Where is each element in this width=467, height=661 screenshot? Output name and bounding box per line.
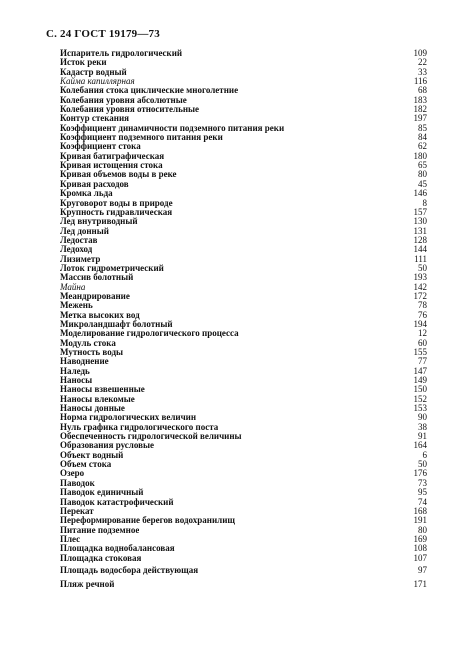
index-term: Коэффициент стока <box>60 142 141 152</box>
index-entry <box>60 348 427 357</box>
index-term: Исток реки <box>60 58 107 68</box>
index-entry <box>60 329 427 338</box>
index-page-number: 97 <box>418 564 427 575</box>
index-page-number: 111 <box>414 253 427 264</box>
index-term: Объем стока <box>60 460 112 470</box>
index-entry <box>60 367 427 376</box>
index-term: Лед внутриводный <box>60 217 138 227</box>
index-term: Паводок <box>60 478 95 488</box>
index-page-number: 153 <box>413 403 427 414</box>
index-term: Нуль графика гидрологического поста <box>60 422 219 432</box>
index-term: Питание подземное <box>60 525 140 535</box>
index-term: Пляж речной <box>60 580 115 590</box>
index-term: Объект водный <box>60 450 124 460</box>
index-term: Наносы донные <box>60 404 125 414</box>
index-entry <box>60 301 427 310</box>
index-entry <box>60 170 427 179</box>
index-entry <box>60 217 427 226</box>
index-page-number: 62 <box>418 141 427 152</box>
index-term: Образования русловые <box>60 441 155 451</box>
index-page-number: 12 <box>418 328 427 339</box>
index-entry <box>60 385 427 394</box>
index-entry <box>60 580 427 589</box>
index-page-number: 191 <box>413 515 427 526</box>
index-term: Кривая батиграфическая <box>60 151 165 161</box>
index-term: Кромка льда <box>60 189 113 199</box>
index-page-number: 74 <box>418 496 427 507</box>
index-page-number: 77 <box>418 356 427 367</box>
index-page-number: 80 <box>418 169 427 180</box>
index-entry <box>60 320 427 329</box>
index-entry <box>60 311 427 320</box>
index-entry <box>60 357 427 366</box>
index-entry <box>60 535 427 544</box>
index-term: Крупность гидравлическая <box>60 207 173 217</box>
index-term: Переформирование берегов водохранилищ <box>60 516 235 526</box>
index-term: Наносы взвешенные <box>60 385 145 395</box>
index-entry <box>60 460 427 469</box>
index-term: Кадастр водный <box>60 67 127 77</box>
index-term: Модуль стока <box>60 338 116 348</box>
index-term: Озеро <box>60 469 85 479</box>
index-term: Наносы <box>60 376 93 386</box>
index-entry <box>60 264 427 273</box>
index-entry <box>60 133 427 142</box>
index-entry <box>60 376 427 385</box>
index-page-number: 8 <box>422 197 427 208</box>
index-page-number: 180 <box>413 150 427 161</box>
index-page-number: 90 <box>418 412 427 423</box>
index-term: Площадь водосбора действующая <box>60 565 199 575</box>
index-term: Перекат <box>60 506 94 516</box>
index-term: Наледь <box>60 366 90 376</box>
index-entry <box>60 479 427 488</box>
index-term: Лед донный <box>60 226 109 236</box>
index-page-number: 78 <box>418 300 427 311</box>
index-term: Ледостав <box>60 235 98 245</box>
index-term: Норма гидрологических величин <box>60 413 197 423</box>
index-entry <box>60 180 427 189</box>
index-page-number: 116 <box>413 76 427 87</box>
index-page-number: 84 <box>418 132 427 143</box>
index-entry <box>60 227 427 236</box>
index-entry <box>60 86 427 95</box>
index-entry <box>60 339 427 348</box>
index-page-number: 142 <box>413 281 427 292</box>
index-page-number: 45 <box>418 178 427 189</box>
index-entry <box>60 566 427 575</box>
index-page-number: 65 <box>418 160 427 171</box>
index-entry <box>60 526 427 535</box>
index-page-number: 33 <box>418 66 427 77</box>
index-page-number: 172 <box>413 290 427 301</box>
index-term: Мутность воды <box>60 348 124 357</box>
index-page-number: 171 <box>413 579 427 590</box>
index-page-number: 108 <box>413 543 427 554</box>
index-entry <box>60 283 427 292</box>
index-entry <box>60 49 427 58</box>
index-entry <box>60 124 427 133</box>
index-entry <box>60 516 427 525</box>
index-term: Обеспеченность гидрологической величины <box>60 432 242 442</box>
index-entry <box>60 114 427 123</box>
index-page-number: 182 <box>413 104 427 115</box>
index-term: Плес <box>60 534 81 544</box>
index-entry <box>60 236 427 245</box>
index-page-number: 149 <box>413 375 427 386</box>
index-term: Колебания стока циклические многолетние <box>60 86 239 96</box>
index-page-number: 197 <box>413 113 427 124</box>
index-page-number: 176 <box>413 468 427 479</box>
index-page-number: 95 <box>418 487 427 498</box>
index-entry <box>60 451 427 460</box>
index-term: Кривая объемов воды в реке <box>60 170 177 180</box>
index-term: Паводок единичный <box>60 488 144 498</box>
index-page-number: 85 <box>418 122 427 133</box>
index-entry <box>60 488 427 497</box>
index-page-number: 130 <box>413 216 427 227</box>
index-page-number: 107 <box>413 552 427 563</box>
index-entry <box>60 544 427 553</box>
index-page-number: 22 <box>418 57 427 68</box>
index-term: Паводок катастрофический <box>60 497 174 507</box>
index-entry <box>60 58 427 67</box>
index-entry <box>60 245 427 254</box>
index-term: Межень <box>60 301 93 311</box>
index-term: Майна <box>60 282 86 292</box>
index-term: Испаритель гидрологический <box>60 49 183 58</box>
index-term: Ледоход <box>60 245 93 255</box>
index-page-number: 169 <box>413 533 427 544</box>
index-entry <box>60 199 427 208</box>
index-entry <box>60 68 427 77</box>
index-entry <box>60 208 427 217</box>
index-page-number: 155 <box>413 347 427 357</box>
index-page-number: 60 <box>418 337 427 348</box>
index-entry <box>60 142 427 151</box>
index-page-number: 152 <box>413 393 427 404</box>
index-term: Лоток гидрометрический <box>60 263 164 273</box>
index-entry <box>60 161 427 170</box>
index-term: Коэффициент подземного питания реки <box>60 133 223 143</box>
index-page-number: 38 <box>418 421 427 432</box>
term-index-list <box>60 49 427 590</box>
index-entry <box>60 255 427 264</box>
index-page-number: 164 <box>413 440 427 451</box>
index-entry <box>60 273 427 282</box>
index-entry <box>60 423 427 432</box>
index-entry <box>60 432 427 441</box>
index-entry <box>60 404 427 413</box>
index-entry <box>60 292 427 301</box>
index-page-number: 146 <box>413 188 427 199</box>
index-entry <box>60 413 427 422</box>
index-term: Метка высоких вод <box>60 310 140 320</box>
index-term: Колебания уровня абсолютные <box>60 95 187 105</box>
index-page-number: 80 <box>418 524 427 535</box>
index-term: Меандрирование <box>60 291 130 301</box>
index-page-number: 50 <box>418 459 427 470</box>
index-entry <box>60 77 427 86</box>
index-entry <box>60 498 427 507</box>
index-page-number: 73 <box>418 477 427 488</box>
page-header: С. 24 ГОСТ 19179—73 <box>46 28 160 40</box>
index-page-number: 76 <box>418 309 427 320</box>
index-term: Коэффициент динамичности подземного питания реки <box>60 123 285 133</box>
index-page-number: 131 <box>413 225 427 236</box>
index-term: Моделирование гидрологического процесса <box>60 329 239 339</box>
index-page-number: 150 <box>413 384 427 395</box>
index-entry <box>60 96 427 105</box>
index-page-number: 144 <box>413 244 427 255</box>
index-entry <box>60 189 427 198</box>
index-term: Площадка стоковая <box>60 553 142 563</box>
index-page-number: 194 <box>413 318 427 329</box>
index-page-number: 6 <box>422 449 427 460</box>
index-entry <box>60 152 427 161</box>
index-page-number: 91 <box>418 431 427 442</box>
index-term: Колебания уровня относительные <box>60 105 200 115</box>
index-page-number: 157 <box>413 206 427 217</box>
index-term: Контур стекания <box>60 114 130 124</box>
index-entry <box>60 507 427 516</box>
index-term: Кривая расходов <box>60 179 129 189</box>
index-page-number: 168 <box>413 505 427 516</box>
index-page-number: 147 <box>413 365 427 376</box>
index-page-number: 128 <box>413 234 427 245</box>
index-term: Наносы влекомые <box>60 394 135 404</box>
index-term: Массив болотный <box>60 273 134 283</box>
index-page-number: 50 <box>418 262 427 273</box>
index-term: Площадка воднобалансовая <box>60 544 175 554</box>
index-page-number: 109 <box>413 48 427 58</box>
index-term: Микроландшафт болотный <box>60 319 173 329</box>
index-page-number: 193 <box>413 272 427 283</box>
index-entry <box>60 469 427 478</box>
index-entry <box>60 441 427 450</box>
index-page-number: 183 <box>413 94 427 105</box>
index-term: Наводнение <box>60 357 109 367</box>
index-term: Круговорот воды в природе <box>60 198 173 208</box>
index-entry <box>60 554 427 563</box>
index-term: Кривая истощения стока <box>60 161 163 171</box>
index-page-number: 68 <box>418 85 427 96</box>
index-entry <box>60 395 427 404</box>
index-term: Лизиметр <box>60 254 101 264</box>
index-term: Кайма капиллярная <box>60 77 135 87</box>
index-entry <box>60 105 427 114</box>
